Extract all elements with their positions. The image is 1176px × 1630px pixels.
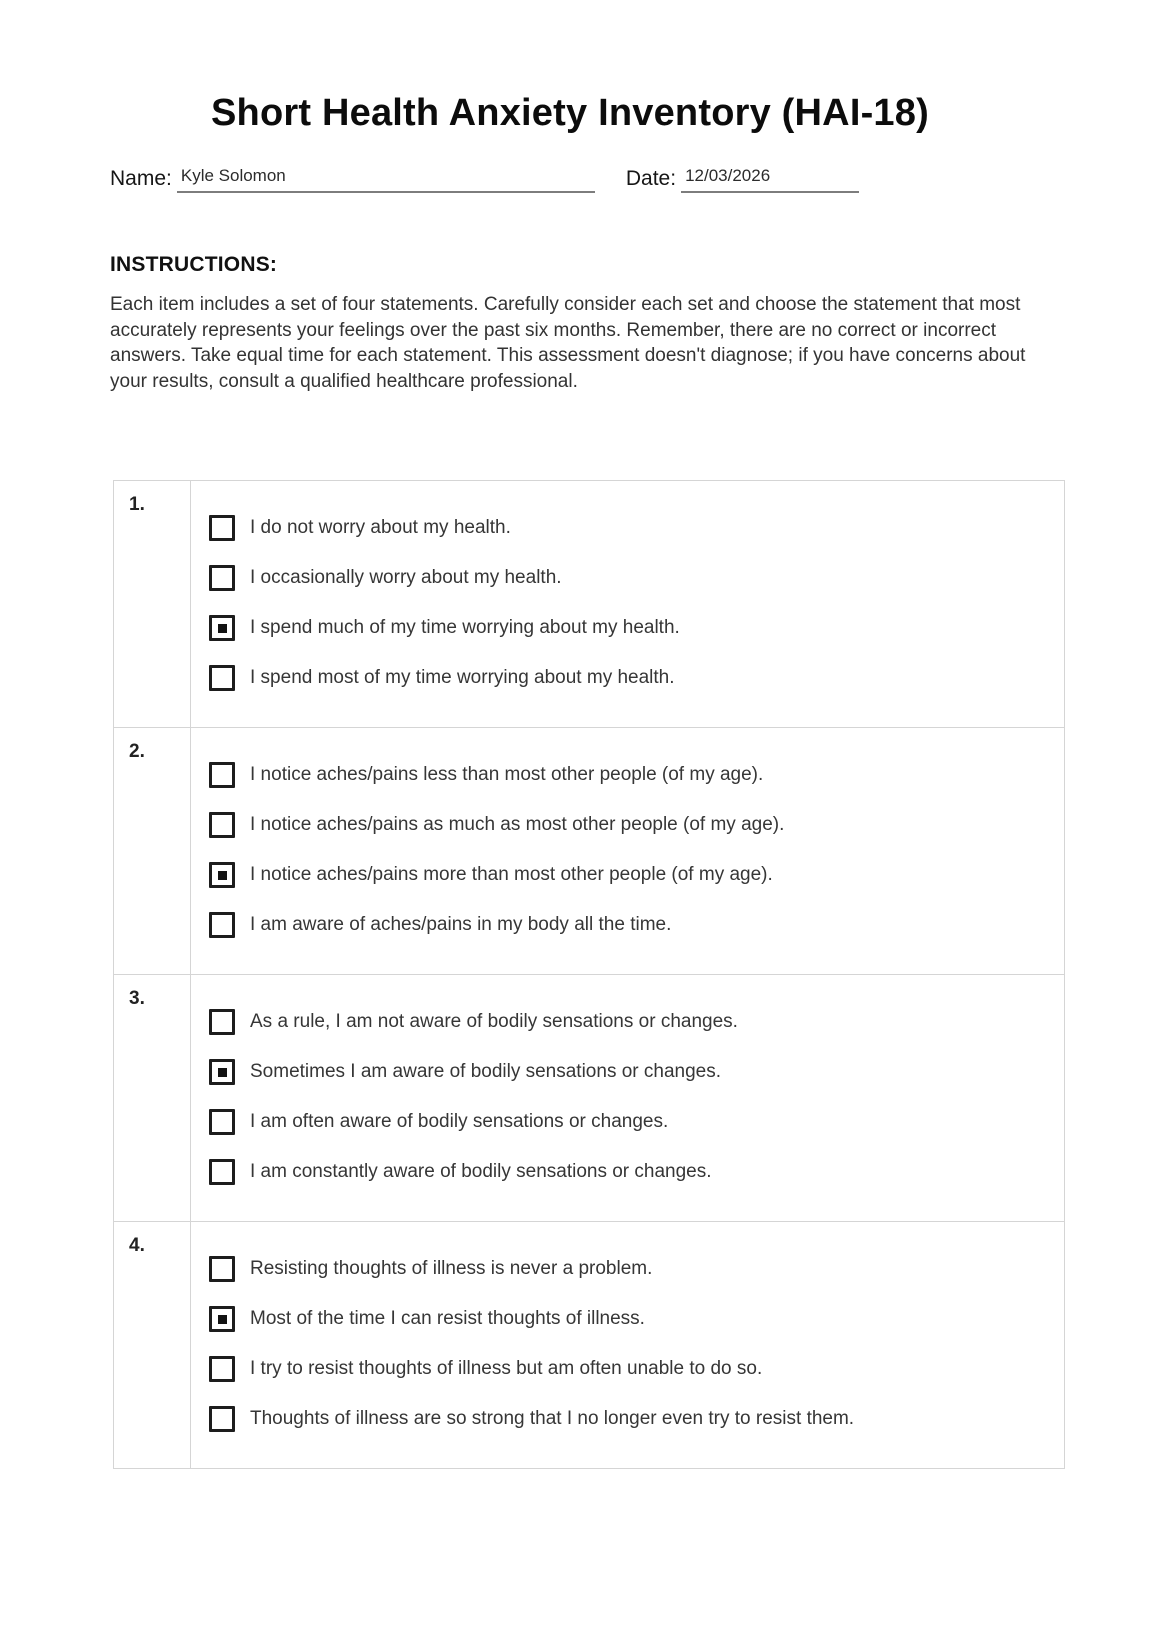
option-label: I occasionally worry about my health. bbox=[250, 567, 562, 588]
option-row[interactable] bbox=[209, 1109, 1046, 1135]
option-row[interactable] bbox=[209, 1159, 1046, 1185]
name-label: Name: bbox=[110, 167, 172, 190]
option-checkbox[interactable] bbox=[209, 665, 235, 691]
option-label: I am constantly aware of bodily sensations or changes. bbox=[250, 1161, 712, 1182]
option-checkbox[interactable] bbox=[209, 1009, 235, 1035]
instructions-heading: INSTRUCTIONS: bbox=[110, 253, 278, 276]
option-label: I notice aches/pains as much as most other people (of my age). bbox=[250, 814, 785, 835]
option-checkbox[interactable] bbox=[209, 1256, 235, 1282]
option-label: I am often aware of bodily sensations or changes. bbox=[250, 1111, 669, 1132]
instructions-body: Each item includes a set of four statements. Carefully consider each set and choose the statement that most accurately represents your feelings over the past six months. Remember, there are no correct or incorrect answers. Take equal time for each statement. This assessment doesn't diagnose; if you have concerns about your results, consult a qualified healthcare professional. bbox=[110, 294, 1026, 392]
option-row[interactable] bbox=[209, 665, 1046, 691]
question-row bbox=[114, 481, 1064, 728]
option-row[interactable] bbox=[209, 515, 1046, 541]
question-options bbox=[191, 975, 1064, 1221]
option-checkbox[interactable] bbox=[209, 515, 235, 541]
option-row[interactable] bbox=[209, 762, 1046, 788]
option-label: I notice aches/pains more than most other people (of my age). bbox=[250, 864, 773, 885]
date-field[interactable]: 12/03/2026 bbox=[681, 166, 859, 193]
option-row[interactable] bbox=[209, 565, 1046, 591]
option-checkbox[interactable] bbox=[209, 1356, 235, 1382]
question-row bbox=[114, 975, 1064, 1222]
page-title: Short Health Anxiety Inventory (HAI-18) bbox=[211, 92, 929, 134]
question-options bbox=[191, 481, 1064, 727]
option-label: Most of the time I can resist thoughts of illness. bbox=[250, 1308, 645, 1329]
option-checkbox[interactable] bbox=[209, 615, 235, 641]
option-label: Resisting thoughts of illness is never a problem. bbox=[250, 1258, 653, 1279]
option-label: I am aware of aches/pains in my body all the time. bbox=[250, 914, 672, 935]
option-row[interactable] bbox=[209, 1256, 1046, 1282]
option-row[interactable] bbox=[209, 812, 1046, 838]
header-fields bbox=[110, 166, 1030, 193]
name-field[interactable]: Kyle Solomon bbox=[177, 166, 595, 193]
question-options bbox=[191, 728, 1064, 974]
question-number: 4. bbox=[114, 1222, 191, 1468]
question-number: 1. bbox=[114, 481, 191, 727]
option-label: I spend much of my time worrying about my health. bbox=[250, 617, 680, 638]
question-row bbox=[114, 1222, 1064, 1468]
option-checkbox[interactable] bbox=[209, 565, 235, 591]
option-row[interactable] bbox=[209, 1306, 1046, 1332]
option-label: I try to resist thoughts of illness but am often unable to do so. bbox=[250, 1358, 763, 1379]
option-checkbox[interactable] bbox=[209, 862, 235, 888]
option-row[interactable] bbox=[209, 862, 1046, 888]
option-row[interactable] bbox=[209, 1406, 1046, 1432]
date-label: Date: bbox=[625, 167, 677, 190]
option-row[interactable] bbox=[209, 1059, 1046, 1085]
question-number: 3. bbox=[114, 975, 191, 1221]
option-row[interactable] bbox=[209, 1009, 1046, 1035]
option-checkbox[interactable] bbox=[209, 812, 235, 838]
question-row bbox=[114, 728, 1064, 975]
option-checkbox[interactable] bbox=[209, 912, 235, 938]
option-checkbox[interactable] bbox=[209, 1109, 235, 1135]
form-page bbox=[110, 0, 1066, 1469]
option-label: As a rule, I am not aware of bodily sensations or changes. bbox=[250, 1011, 738, 1032]
option-row[interactable] bbox=[209, 615, 1046, 641]
option-row[interactable] bbox=[209, 1356, 1046, 1382]
option-checkbox[interactable] bbox=[209, 1406, 235, 1432]
option-label: Thoughts of illness are so strong that I no longer even try to resist them. bbox=[250, 1408, 855, 1429]
option-label: I spend most of my time worrying about my health. bbox=[250, 667, 675, 688]
option-row[interactable] bbox=[209, 912, 1046, 938]
option-label: I notice aches/pains less than most other people (of my age). bbox=[250, 764, 764, 785]
option-checkbox[interactable] bbox=[209, 1306, 235, 1332]
question-number: 2. bbox=[114, 728, 191, 974]
option-checkbox[interactable] bbox=[209, 762, 235, 788]
question-options bbox=[191, 1222, 1064, 1468]
option-checkbox[interactable] bbox=[209, 1159, 235, 1185]
questions-table bbox=[113, 480, 1065, 1469]
option-label: Sometimes I am aware of bodily sensations or changes. bbox=[250, 1061, 722, 1082]
option-checkbox[interactable] bbox=[209, 1059, 235, 1085]
option-label: I do not worry about my health. bbox=[250, 517, 511, 538]
